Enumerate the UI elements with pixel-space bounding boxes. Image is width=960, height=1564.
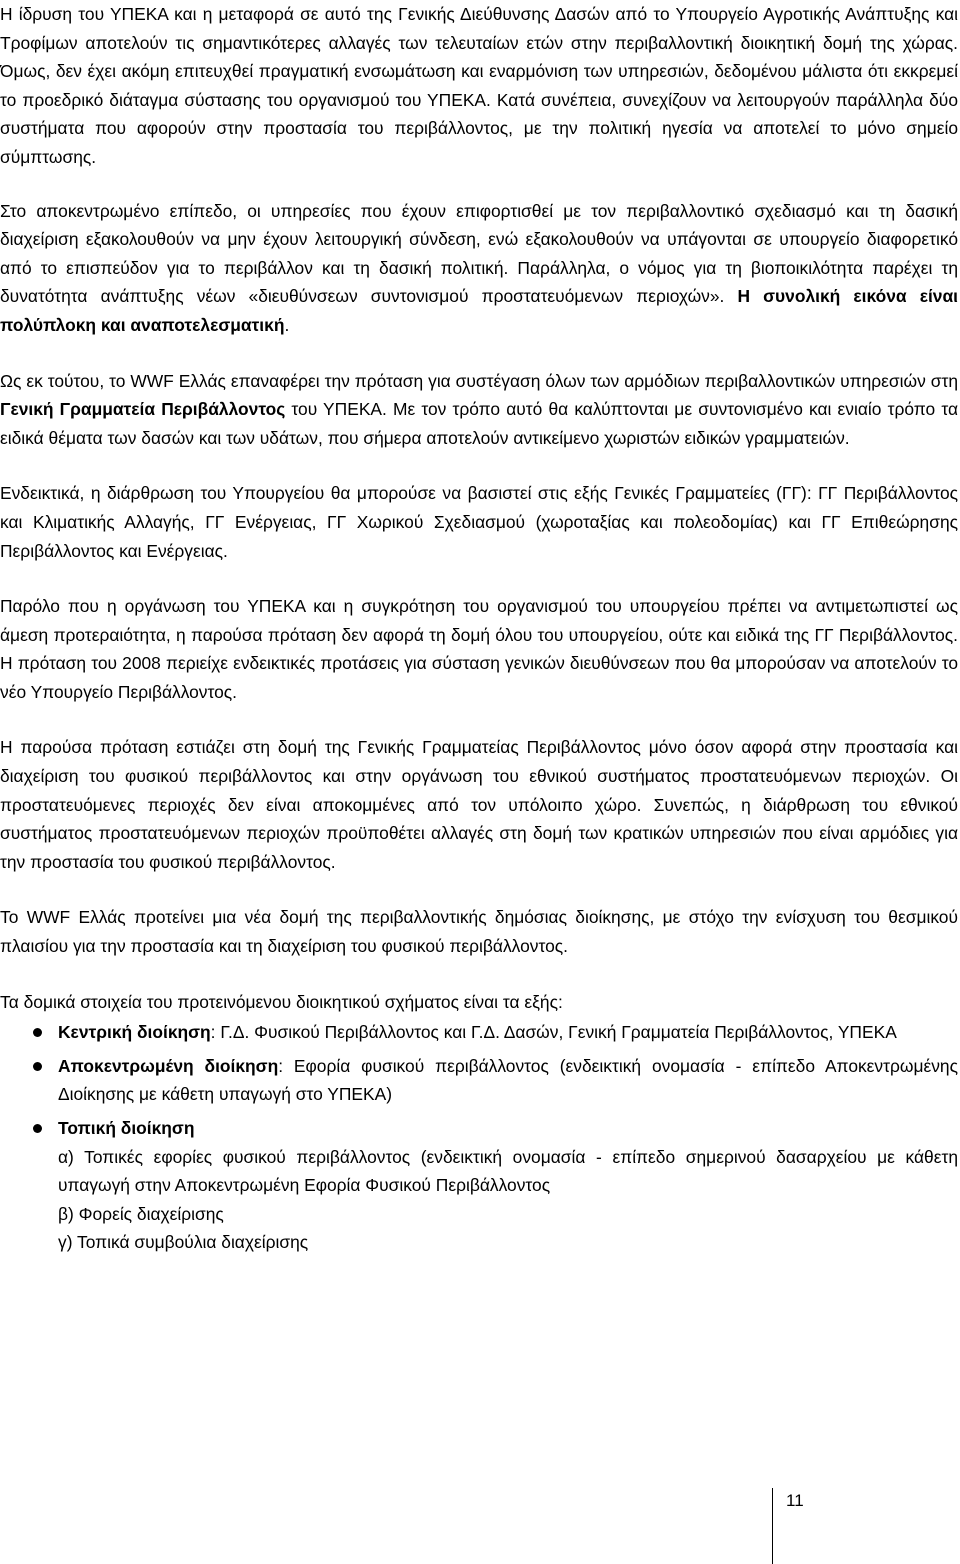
text-run: Η ίδρυση του ΥΠΕΚΑ και η μεταφορά σε αυτό της Γενικής Διεύθυνσης Δασών από το Υπουργείο Αγροτικής Ανάπτυξης και Τροφίμων αποτελούν τις σημαντικότερες αλλαγές των τελευταίων ετών στην περιβαλλοντική διοικητική δομή της χώρας. Όμως, δεν έχει ακόμη επιτευχθεί πραγματική ενσωμάτωση και εναρμόνιση των υπηρεσιών, δεδομένου μάλιστα ότι εκκρεμεί το προεδρικό διάταγμα σύστασης του οργανισμού του ΥΠΕΚΑ. Κατά συνέπεια, συνεχίζουν να λειτουργούν παράλληλα δύο συστήματα που αφορούν στην προστασία του περιβάλλοντος, με την πολιτική ηγεσία να αποτελεί το μόνο σημείο σύμπτωσης. (0, 4, 958, 167)
page-number: 11 (786, 1491, 804, 1510)
bullet-text: : Εφορία φυσικού περιβάλλοντος (ενδεικτική ονομασία - επίπεδο Αποκεντρωμένης Διοίκησης με κάθετη υπαγωγή στο ΥΠΕΚΑ) (58, 1055, 958, 1105)
bullet-item-decentralized (0, 1052, 958, 1109)
body-paragraph (0, 0, 958, 172)
body-paragraph (0, 197, 958, 340)
text-run: Το WWF Ελλάς προτείνει μια νέα δομή της περιβαλλοντικής δημόσιας διοίκησης, με στόχο την ενίσχυση του θεσμικού πλαισίου για την προστασία και τη διαχείριση του φυσικού περιβάλλοντος. (0, 907, 958, 957)
bullet-text: : Γ.Δ. Φυσικού Περιβάλλοντος και Γ.Δ. Δασών, Γενική Γραμματεία Περιβάλλοντος, ΥΠΕΚΑ (210, 1022, 897, 1043)
bullet-label: Αποκεντρωμένη διοίκηση (58, 1055, 279, 1076)
bullet-icon (33, 1124, 42, 1133)
bullet-icon (33, 1062, 42, 1071)
text-run: Η παρούσα πρόταση εστιάζει στη δομή της Γενικής Γραμματείας Περιβάλλοντος μόνο όσον αφορά στην προστασία και διαχείριση του φυσικού περιβάλλοντος και στην οργάνωση του εθνικού συστήματος προστατευόμενων περιοχών. Οι προστατευόμενες περιοχές δεν είναι αποκομμένες από τον υπόλοιπο χώρο. Συνεπώς, η διάρθρωση του εθνικού συστήματος προστατευόμενων περιοχών προϋποθέτει αλλαγές στη δομή των κρατικών υπηρεσιών που είναι αρμόδιες για την προστασία του φυσικού περιβάλλοντος. (0, 737, 958, 872)
bold-text-run: Η συνολική εικόνα είναι πολύπλοκη και αναποτελεσματική (0, 286, 958, 335)
body-paragraph (0, 367, 958, 453)
bullet-label: Τοπική διοίκηση (58, 1118, 195, 1138)
text-run: Ενδεικτικά, η διάρθρωση του Υπουργείου θα μπορούσε να βασιστεί στις εξής Γενικές Γραμματείες (ΓΓ): ΓΓ Περιβάλλοντος και Κλιματικής Αλλαγής, ΓΓ Ενέργειας, ΓΓ Χωρικού Σχεδιασμού (χωροταξίας και πολεοδομίας) και ΓΓ Επιθεώρησης Περιβάλλοντος και Ενέργειας. (0, 483, 958, 561)
bullet-item-central (0, 1018, 958, 1047)
body-paragraph (0, 733, 958, 876)
bullet-item-local (0, 1114, 958, 1257)
structure-bullet-list (0, 1018, 958, 1257)
text-run: του ΥΠΕΚΑ. Με τον τρόπο αυτό θα καλύπτονται με συντονισμένο και ενιαίο τρόπο τα ειδικά θέματα των δασών και των υδάτων, που σήμερα αποτελούν αντικείμενο χωριστών ειδικών γραμματειών. (0, 399, 959, 448)
body-paragraph (0, 479, 958, 565)
text-run: Παρόλο που η οργάνωση του ΥΠΕΚΑ και η συγκρότηση του οργανισμού του υπουργείου πρέπει να αντιμετωπιστεί ως άμεση προτεραιότητα, η παρούσα πρόταση δεν αφορά τη δομή όλου του υπουργείου, ούτε και ειδικά της ΓΓ Περιβάλλοντος. Η πρόταση του 2008 περιείχε ενδεικτικές προτάσεις για σύσταση γενικών διευθύνσεων που θα μπορούσαν να αποτελούν το νέο Υπουργείο Περιβάλλοντος. (0, 596, 958, 702)
body-paragraph (0, 592, 958, 706)
page-number-divider (772, 1488, 773, 1564)
bullet-label: Κεντρική διοίκηση (58, 1022, 211, 1043)
bullet-sub-item: β) Φορείς διαχείρισης (58, 1203, 224, 1224)
bullet-sub-item: γ) Τοπικά συμβούλια διαχείρισης (58, 1232, 309, 1253)
list-intro: Τα δομικά στοιχεία του προτεινόμενου διοικητικού σχήματος είναι τα εξής: (0, 991, 563, 1012)
body-paragraph (0, 903, 958, 960)
text-run: Στο αποκεντρωμένο επίπεδο, οι υπηρεσίες που έχουν επιφορτισθεί με τον περιβαλλοντικό σχεδιασμό και τη δασική διαχείριση εξακολουθούν να μην έχουν λειτουργική σύνδεση, ενώ εξακολουθούν να υπάγονται σε υπουργείο διαφορετικό από το επισπεύδον για το περιβάλλον και τη δασική πολιτική. Παράλληλα, ο νόμος για τη βιοποικιλότητα παρέχει τη δυνατότητα ανάπτυξης νέων «διευθύνσεων συντονισμού προστατευόμενων περιοχών». (0, 200, 958, 307)
bullet-icon (33, 1028, 42, 1037)
bold-text-run: Γενική Γραμματεία Περιβάλλοντος (0, 399, 286, 420)
bullet-sub-item: α) Τοπικές εφορίες φυσικού περιβάλλοντος (ενδεικτική ονομασία - επίπεδο σημερινού δασαρχείου με κάθετη υπαγωγή στην Αποκεντρωμένη Εφορία Φυσικού Περιβάλλοντος (58, 1146, 958, 1196)
text-run: Ως εκ τούτου, το WWF Ελλάς επαναφέρει την πρόταση για συστέγαση όλων των αρμόδιων περιβαλλοντικών υπηρεσιών στη (0, 370, 958, 391)
text-run: . (284, 314, 290, 335)
